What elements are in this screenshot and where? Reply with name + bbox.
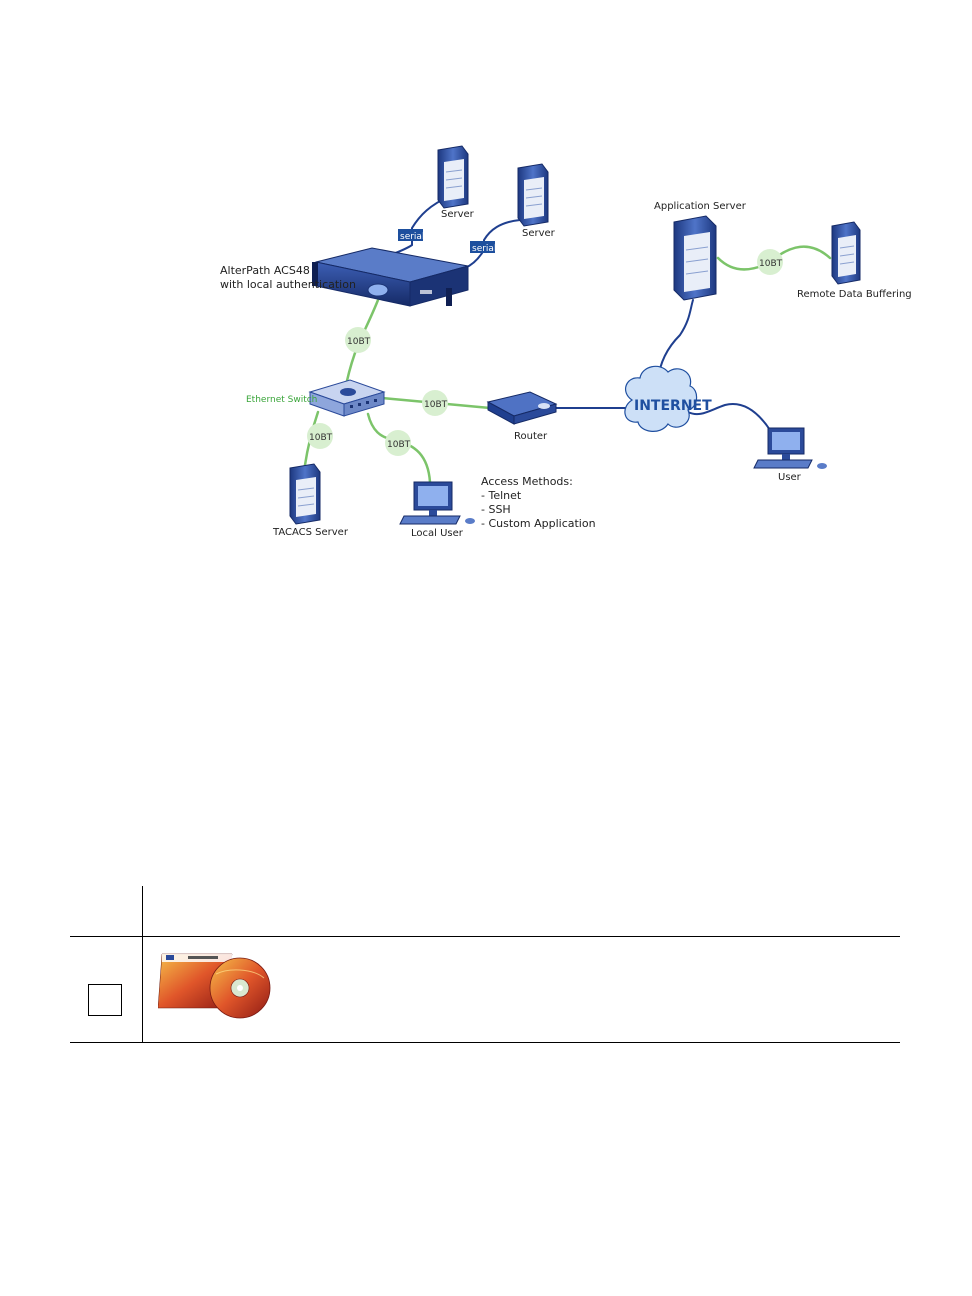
tenbt-bubble-switch-localuser bbox=[385, 430, 411, 456]
application-server-icon bbox=[674, 216, 716, 300]
cables bbox=[305, 196, 830, 482]
svg-text:10BT: 10BT bbox=[387, 440, 411, 450]
documentation-box bbox=[70, 886, 900, 1043]
server-1-label: Server bbox=[441, 209, 474, 220]
serial-cable-1 bbox=[383, 196, 450, 258]
checklist-checkbox[interactable] bbox=[88, 984, 122, 1016]
remote-data-buffering-label: Remote Data Buffering bbox=[797, 289, 912, 300]
access-method-item: - Custom Application bbox=[481, 517, 596, 530]
remote-server-icon bbox=[832, 222, 860, 284]
access-methods-title: Access Methods: bbox=[481, 475, 573, 488]
network-diagram bbox=[0, 0, 972, 600]
svg-text:serial: serial bbox=[472, 244, 497, 254]
ethernet-switch-label: Ethernet Switch bbox=[246, 395, 318, 405]
local-user-workstation-icon bbox=[400, 482, 475, 524]
local-user-label: Local User bbox=[411, 528, 463, 539]
router-label: Router bbox=[514, 431, 548, 442]
router-icon bbox=[488, 392, 556, 424]
column-divider bbox=[142, 886, 143, 1043]
product-documentation-cd-image bbox=[158, 950, 276, 1020]
tenbt-bubble-switch-tacacs bbox=[307, 423, 333, 449]
internet-label: INTERNET bbox=[634, 398, 712, 414]
serial-label-1 bbox=[398, 229, 424, 242]
acs48-label-line2: with local authentication bbox=[220, 278, 356, 291]
svg-text:serial: serial bbox=[400, 232, 425, 242]
access-methods bbox=[481, 475, 596, 530]
tenbt-bubble-app-remote bbox=[757, 249, 783, 275]
svg-text:10BT: 10BT bbox=[424, 400, 448, 410]
ethernet-switch-icon bbox=[310, 380, 384, 416]
serial-label-2 bbox=[470, 241, 496, 254]
server-2-label: Server bbox=[522, 228, 555, 239]
user-workstation-icon bbox=[754, 428, 827, 469]
svg-text:10BT: 10BT bbox=[759, 259, 783, 269]
server-2-icon bbox=[518, 164, 548, 226]
tacacs-server-icon bbox=[290, 464, 320, 524]
access-method-item: - SSH bbox=[481, 503, 511, 516]
tenbt-bubble-acs-switch bbox=[345, 327, 371, 353]
server-1-icon bbox=[438, 146, 468, 208]
svg-text:10BT: 10BT bbox=[309, 433, 333, 443]
application-server-label: Application Server bbox=[654, 201, 746, 212]
row-divider bbox=[70, 1042, 900, 1043]
acs48-device-icon bbox=[312, 248, 468, 306]
user-label: User bbox=[778, 472, 801, 483]
svg-text:10BT: 10BT bbox=[347, 337, 371, 347]
acs48-label-line1: AlterPath ACS48 bbox=[220, 264, 310, 277]
row-divider bbox=[70, 936, 900, 937]
tenbt-bubble-switch-router bbox=[422, 390, 448, 416]
access-method-item: - Telnet bbox=[481, 489, 522, 502]
tacacs-server-label: TACACS Server bbox=[273, 527, 348, 538]
